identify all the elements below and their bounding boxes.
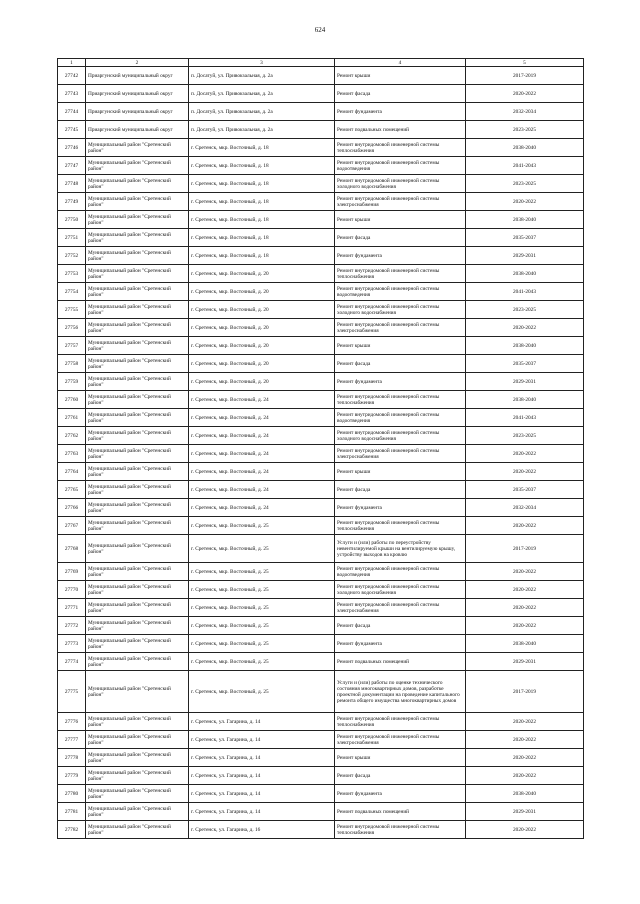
row-number-cell: 27742 bbox=[58, 67, 86, 85]
work-type-cell: Ремонт внутридомовой инженерной системы теплоснабжения bbox=[335, 517, 466, 535]
work-type-cell: Ремонт внутридомовой инженерной системы холодного водоснабжения bbox=[335, 175, 466, 193]
work-type-cell: Ремонт крыши bbox=[335, 337, 466, 355]
work-type-cell: Ремонт внутридомовой инженерной системы холодного водоснабжения bbox=[335, 427, 466, 445]
row-number-cell: 27756 bbox=[58, 319, 86, 337]
table-row bbox=[58, 373, 584, 391]
row-number-cell: 27746 bbox=[58, 139, 86, 157]
address-cell: г. Сретенск, ул. Гагарина, д. 14 bbox=[189, 731, 335, 749]
column-number-row bbox=[58, 59, 584, 67]
period-cell: 2020-2022 bbox=[466, 731, 584, 749]
work-type-cell: Ремонт внутридомовой инженерной системы водоотведения bbox=[335, 283, 466, 301]
municipality-cell: Муниципальный район "Сретенский район" bbox=[86, 481, 189, 499]
table-row bbox=[58, 67, 584, 85]
row-number-cell: 27747 bbox=[58, 157, 86, 175]
address-cell: г. Сретенск, ул. Гагарина, д. 14 bbox=[189, 749, 335, 767]
table-row bbox=[58, 211, 584, 229]
work-type-cell: Ремонт внутридомовой инженерной системы электроснабжения bbox=[335, 731, 466, 749]
table-row bbox=[58, 157, 584, 175]
municipality-cell: Приаргунский муниципальный округ bbox=[86, 67, 189, 85]
table-row bbox=[58, 175, 584, 193]
work-type-cell: Ремонт подвальных помещений bbox=[335, 803, 466, 821]
row-number-cell: 27771 bbox=[58, 599, 86, 617]
address-cell: г. Сретенск, мкр. Восточный, д. 24 bbox=[189, 391, 335, 409]
period-cell: 2020-2022 bbox=[466, 85, 584, 103]
row-number-cell: 27743 bbox=[58, 85, 86, 103]
period-cell: 2017-2019 bbox=[466, 671, 584, 713]
period-cell: 2032-2034 bbox=[466, 499, 584, 517]
table-body bbox=[58, 67, 584, 839]
municipality-cell: Муниципальный район "Сретенский район" bbox=[86, 229, 189, 247]
municipality-cell: Муниципальный район "Сретенский район" bbox=[86, 427, 189, 445]
row-number-cell: 27749 bbox=[58, 193, 86, 211]
work-type-cell: Ремонт фасада bbox=[335, 229, 466, 247]
column-number: 4 bbox=[335, 59, 466, 67]
period-cell: 2038-2040 bbox=[466, 265, 584, 283]
municipality-cell: Муниципальный район "Сретенский район" bbox=[86, 713, 189, 731]
row-number-cell: 27781 bbox=[58, 803, 86, 821]
address-cell: г. Сретенск, мкр. Восточный, д. 20 bbox=[189, 265, 335, 283]
period-cell: 2020-2022 bbox=[466, 463, 584, 481]
row-number-cell: 27782 bbox=[58, 821, 86, 839]
row-number-cell: 27751 bbox=[58, 229, 86, 247]
work-type-cell: Ремонт фасада bbox=[335, 617, 466, 635]
address-cell: г. Сретенск, мкр. Восточный, д. 25 bbox=[189, 653, 335, 671]
work-type-cell: Ремонт внутридомовой инженерной системы водоотведения bbox=[335, 157, 466, 175]
municipality-cell: Муниципальный район "Сретенский район" bbox=[86, 319, 189, 337]
table-row bbox=[58, 301, 584, 319]
row-number-cell: 27753 bbox=[58, 265, 86, 283]
municipality-cell: Муниципальный район "Сретенский район" bbox=[86, 499, 189, 517]
address-cell: г. Сретенск, мкр. Восточный, д. 25 bbox=[189, 563, 335, 581]
address-cell: г. Сретенск, мкр. Восточный, д. 24 bbox=[189, 499, 335, 517]
row-number-cell: 27744 bbox=[58, 103, 86, 121]
row-number-cell: 27761 bbox=[58, 409, 86, 427]
row-number-cell: 27775 bbox=[58, 671, 86, 713]
address-cell: п. Досатуй, ул. Привокзальная, д. 2а bbox=[189, 67, 335, 85]
table-row bbox=[58, 85, 584, 103]
address-cell: г. Сретенск, мкр. Восточный, д. 25 bbox=[189, 617, 335, 635]
municipality-cell: Муниципальный район "Сретенский район" bbox=[86, 767, 189, 785]
table-row bbox=[58, 731, 584, 749]
period-cell: 2023-2025 bbox=[466, 121, 584, 139]
address-cell: п. Досатуй, ул. Привокзальная, д. 2а bbox=[189, 85, 335, 103]
table-row bbox=[58, 599, 584, 617]
row-number-cell: 27745 bbox=[58, 121, 86, 139]
column-number: 3 bbox=[189, 59, 335, 67]
municipality-cell: Муниципальный район "Сретенский район" bbox=[86, 803, 189, 821]
address-cell: г. Сретенск, ул. Гагарина, д. 14 bbox=[189, 767, 335, 785]
work-type-cell: Ремонт внутридомовой инженерной системы теплоснабжения bbox=[335, 713, 466, 731]
address-cell: г. Сретенск, мкр. Восточный, д. 18 bbox=[189, 193, 335, 211]
period-cell: 2041-2043 bbox=[466, 409, 584, 427]
period-cell: 2029-2031 bbox=[466, 247, 584, 265]
period-cell: 2041-2043 bbox=[466, 283, 584, 301]
municipality-cell: Муниципальный район "Сретенский район" bbox=[86, 749, 189, 767]
address-cell: г. Сретенск, мкр. Восточный, д. 20 bbox=[189, 337, 335, 355]
municipality-cell: Муниципальный район "Сретенский район" bbox=[86, 671, 189, 713]
period-cell: 2038-2040 bbox=[466, 785, 584, 803]
address-cell: г. Сретенск, мкр. Восточный, д. 24 bbox=[189, 427, 335, 445]
municipality-cell: Муниципальный район "Сретенский район" bbox=[86, 617, 189, 635]
address-cell: г. Сретенск, мкр. Восточный, д. 18 bbox=[189, 247, 335, 265]
period-cell: 2020-2022 bbox=[466, 563, 584, 581]
work-type-cell: Ремонт внутридомовой инженерной системы теплоснабжения bbox=[335, 821, 466, 839]
address-cell: г. Сретенск, мкр. Восточный, д. 18 bbox=[189, 175, 335, 193]
table-header bbox=[58, 59, 584, 67]
municipality-cell: Муниципальный район "Сретенский район" bbox=[86, 445, 189, 463]
municipality-cell: Муниципальный район "Сретенский район" bbox=[86, 581, 189, 599]
municipality-cell: Приаргунский муниципальный округ bbox=[86, 103, 189, 121]
municipality-cell: Муниципальный район "Сретенский район" bbox=[86, 211, 189, 229]
municipality-cell: Муниципальный район "Сретенский район" bbox=[86, 355, 189, 373]
column-number: 1 bbox=[58, 59, 86, 67]
table-row bbox=[58, 653, 584, 671]
table-row bbox=[58, 499, 584, 517]
period-cell: 2020-2022 bbox=[466, 599, 584, 617]
municipality-cell: Муниципальный район "Сретенский район" bbox=[86, 535, 189, 563]
row-number-cell: 27750 bbox=[58, 211, 86, 229]
column-number: 5 bbox=[466, 59, 584, 67]
row-number-cell: 27768 bbox=[58, 535, 86, 563]
table-row bbox=[58, 427, 584, 445]
municipality-cell: Муниципальный район "Сретенский район" bbox=[86, 157, 189, 175]
table-row bbox=[58, 193, 584, 211]
work-type-cell: Ремонт внутридомовой инженерной системы электроснабжения bbox=[335, 445, 466, 463]
work-type-cell: Ремонт внутридомовой инженерной системы холодного водоснабжения bbox=[335, 581, 466, 599]
period-cell: 2020-2022 bbox=[466, 517, 584, 535]
row-number-cell: 27763 bbox=[58, 445, 86, 463]
period-cell: 2029-2031 bbox=[466, 803, 584, 821]
work-type-cell: Ремонт фасада bbox=[335, 85, 466, 103]
address-cell: г. Сретенск, ул. Гагарина, д. 14 bbox=[189, 713, 335, 731]
address-cell: г. Сретенск, мкр. Восточный, д. 25 bbox=[189, 635, 335, 653]
table-row bbox=[58, 139, 584, 157]
page-number: 624 bbox=[314, 26, 326, 34]
address-cell: г. Сретенск, мкр. Восточный, д. 18 bbox=[189, 139, 335, 157]
period-cell: 2020-2022 bbox=[466, 749, 584, 767]
table-row bbox=[58, 355, 584, 373]
table-row bbox=[58, 337, 584, 355]
work-type-cell: Ремонт внутридомовой инженерной системы электроснабжения bbox=[335, 193, 466, 211]
period-cell: 2020-2022 bbox=[466, 445, 584, 463]
period-cell: 2020-2022 bbox=[466, 767, 584, 785]
period-cell: 2029-2031 bbox=[466, 653, 584, 671]
work-type-cell: Ремонт фундамента bbox=[335, 635, 466, 653]
address-cell: г. Сретенск, мкр. Восточный, д. 20 bbox=[189, 283, 335, 301]
period-cell: 2017-2019 bbox=[466, 535, 584, 563]
row-number-cell: 27780 bbox=[58, 785, 86, 803]
table-row bbox=[58, 563, 584, 581]
period-cell: 2023-2025 bbox=[466, 301, 584, 319]
period-cell: 2020-2022 bbox=[466, 713, 584, 731]
row-number-cell: 27752 bbox=[58, 247, 86, 265]
table-row bbox=[58, 803, 584, 821]
table-row bbox=[58, 749, 584, 767]
address-cell: г. Сретенск, мкр. Восточный, д. 24 bbox=[189, 481, 335, 499]
period-cell: 2035-2037 bbox=[466, 355, 584, 373]
table-row bbox=[58, 265, 584, 283]
municipality-cell: Муниципальный район "Сретенский район" bbox=[86, 175, 189, 193]
period-cell: 2020-2022 bbox=[466, 193, 584, 211]
address-cell: п. Досатуй, ул. Привокзальная, д. 2а bbox=[189, 103, 335, 121]
row-number-cell: 27757 bbox=[58, 337, 86, 355]
address-cell: г. Сретенск, ул. Гагарина, д. 14 bbox=[189, 803, 335, 821]
work-type-cell: Ремонт внутридомовой инженерной системы водоотведения bbox=[335, 563, 466, 581]
period-cell: 2038-2040 bbox=[466, 337, 584, 355]
work-type-cell: Ремонт фундамента bbox=[335, 247, 466, 265]
municipality-cell: Муниципальный район "Сретенский район" bbox=[86, 635, 189, 653]
work-type-cell: Ремонт фундамента bbox=[335, 785, 466, 803]
address-cell: г. Сретенск, мкр. Восточный, д. 24 bbox=[189, 463, 335, 481]
work-type-cell: Ремонт внутридомовой инженерной системы теплоснабжения bbox=[335, 265, 466, 283]
capital-repair-table bbox=[57, 58, 584, 839]
municipality-cell: Муниципальный район "Сретенский район" bbox=[86, 391, 189, 409]
row-number-cell: 27764 bbox=[58, 463, 86, 481]
municipality-cell: Муниципальный район "Сретенский район" bbox=[86, 247, 189, 265]
table-row bbox=[58, 617, 584, 635]
work-type-cell: Ремонт крыши bbox=[335, 67, 466, 85]
work-type-cell: Ремонт крыши bbox=[335, 749, 466, 767]
municipality-cell: Муниципальный район "Сретенский район" bbox=[86, 653, 189, 671]
municipality-cell: Муниципальный район "Сретенский район" bbox=[86, 785, 189, 803]
period-cell: 2023-2025 bbox=[466, 175, 584, 193]
municipality-cell: Муниципальный район "Сретенский район" bbox=[86, 283, 189, 301]
row-number-cell: 27777 bbox=[58, 731, 86, 749]
table-row bbox=[58, 121, 584, 139]
table-row bbox=[58, 535, 584, 563]
municipality-cell: Приаргунский муниципальный округ bbox=[86, 121, 189, 139]
row-number-cell: 27759 bbox=[58, 373, 86, 391]
address-cell: г. Сретенск, мкр. Восточный, д. 18 bbox=[189, 211, 335, 229]
period-cell: 2029-2031 bbox=[466, 373, 584, 391]
table-row bbox=[58, 713, 584, 731]
work-type-cell: Ремонт внутридомовой инженерной системы теплоснабжения bbox=[335, 391, 466, 409]
municipality-cell: Муниципальный район "Сретенский район" bbox=[86, 301, 189, 319]
work-type-cell: Ремонт подвальных помещений bbox=[335, 121, 466, 139]
table-row bbox=[58, 247, 584, 265]
row-number-cell: 27770 bbox=[58, 581, 86, 599]
work-type-cell: Ремонт крыши bbox=[335, 211, 466, 229]
table-row bbox=[58, 785, 584, 803]
table-row bbox=[58, 821, 584, 839]
period-cell: 2023-2025 bbox=[466, 427, 584, 445]
table-row bbox=[58, 635, 584, 653]
address-cell: г. Сретенск, мкр. Восточный, д. 20 bbox=[189, 319, 335, 337]
municipality-cell: Муниципальный район "Сретенский район" bbox=[86, 563, 189, 581]
work-type-cell: Ремонт внутридомовой инженерной системы холодного водоснабжения bbox=[335, 301, 466, 319]
municipality-cell: Муниципальный район "Сретенский район" bbox=[86, 373, 189, 391]
work-type-cell: Ремонт фундамента bbox=[335, 373, 466, 391]
period-cell: 2041-2043 bbox=[466, 157, 584, 175]
address-cell: г. Сретенск, мкр. Восточный, д. 25 bbox=[189, 671, 335, 713]
period-cell: 2017-2019 bbox=[466, 67, 584, 85]
address-cell: г. Сретенск, мкр. Восточный, д. 25 bbox=[189, 581, 335, 599]
work-type-cell: Ремонт фундамента bbox=[335, 499, 466, 517]
period-cell: 2032-2034 bbox=[466, 103, 584, 121]
work-type-cell: Услуги и (или) работы по оценке технического состояния многоквартирных домов, разработке проектной документации на проведение капитального ремонта общего имущества многоквартирных домов bbox=[335, 671, 466, 713]
row-number-cell: 27758 bbox=[58, 355, 86, 373]
work-type-cell: Ремонт внутридомовой инженерной системы электроснабжения bbox=[335, 319, 466, 337]
municipality-cell: Муниципальный район "Сретенский район" bbox=[86, 463, 189, 481]
work-type-cell: Ремонт фасада bbox=[335, 481, 466, 499]
address-cell: г. Сретенск, мкр. Восточный, д. 18 bbox=[189, 157, 335, 175]
address-cell: г. Сретенск, мкр. Восточный, д. 24 bbox=[189, 445, 335, 463]
row-number-cell: 27769 bbox=[58, 563, 86, 581]
municipality-cell: Муниципальный район "Сретенский район" bbox=[86, 821, 189, 839]
table-row bbox=[58, 481, 584, 499]
municipality-cell: Муниципальный район "Сретенский район" bbox=[86, 517, 189, 535]
period-cell: 2020-2022 bbox=[466, 617, 584, 635]
row-number-cell: 27779 bbox=[58, 767, 86, 785]
row-number-cell: 27767 bbox=[58, 517, 86, 535]
work-type-cell: Ремонт фундамента bbox=[335, 103, 466, 121]
period-cell: 2020-2022 bbox=[466, 319, 584, 337]
municipality-cell: Муниципальный район "Сретенский район" bbox=[86, 139, 189, 157]
period-cell: 2038-2040 bbox=[466, 139, 584, 157]
table-row bbox=[58, 229, 584, 247]
table-row bbox=[58, 319, 584, 337]
municipality-cell: Приаргунский муниципальный округ bbox=[86, 85, 189, 103]
row-number-cell: 27755 bbox=[58, 301, 86, 319]
period-cell: 2035-2037 bbox=[466, 229, 584, 247]
row-number-cell: 27772 bbox=[58, 617, 86, 635]
work-type-cell: Ремонт крыши bbox=[335, 463, 466, 481]
row-number-cell: 27773 bbox=[58, 635, 86, 653]
address-cell: п. Досатуй, ул. Привокзальная, д. 2а bbox=[189, 121, 335, 139]
table-row bbox=[58, 517, 584, 535]
row-number-cell: 27760 bbox=[58, 391, 86, 409]
period-cell: 2020-2022 bbox=[466, 581, 584, 599]
period-cell: 2038-2040 bbox=[466, 635, 584, 653]
address-cell: г. Сретенск, мкр. Восточный, д. 18 bbox=[189, 229, 335, 247]
row-number-cell: 27754 bbox=[58, 283, 86, 301]
period-cell: 2020-2022 bbox=[466, 821, 584, 839]
table-row bbox=[58, 103, 584, 121]
row-number-cell: 27776 bbox=[58, 713, 86, 731]
address-cell: г. Сретенск, мкр. Восточный, д. 24 bbox=[189, 409, 335, 427]
row-number-cell: 27765 bbox=[58, 481, 86, 499]
municipality-cell: Муниципальный район "Сретенский район" bbox=[86, 599, 189, 617]
period-cell: 2035-2037 bbox=[466, 481, 584, 499]
work-type-cell: Ремонт фасада bbox=[335, 355, 466, 373]
address-cell: г. Сретенск, мкр. Восточный, д. 20 bbox=[189, 355, 335, 373]
row-number-cell: 27774 bbox=[58, 653, 86, 671]
row-number-cell: 27766 bbox=[58, 499, 86, 517]
table-row bbox=[58, 391, 584, 409]
municipality-cell: Муниципальный район "Сретенский район" bbox=[86, 731, 189, 749]
address-cell: г. Сретенск, ул. Гагарина, д. 14 bbox=[189, 785, 335, 803]
row-number-cell: 27748 bbox=[58, 175, 86, 193]
municipality-cell: Муниципальный район "Сретенский район" bbox=[86, 409, 189, 427]
table-row bbox=[58, 767, 584, 785]
column-number: 2 bbox=[86, 59, 189, 67]
table-row bbox=[58, 409, 584, 427]
address-cell: г. Сретенск, мкр. Восточный, д. 20 bbox=[189, 373, 335, 391]
address-cell: г. Сретенск, мкр. Восточный, д. 25 bbox=[189, 517, 335, 535]
work-type-cell: Ремонт внутридомовой инженерной системы электроснабжения bbox=[335, 599, 466, 617]
address-cell: г. Сретенск, мкр. Восточный, д. 25 bbox=[189, 599, 335, 617]
work-type-cell: Ремонт внутридомовой инженерной системы водоотведения bbox=[335, 409, 466, 427]
table-row bbox=[58, 445, 584, 463]
address-cell: г. Сретенск, ул. Гагарина, д. 16 bbox=[189, 821, 335, 839]
table-row bbox=[58, 581, 584, 599]
table-row bbox=[58, 463, 584, 481]
municipality-cell: Муниципальный район "Сретенский район" bbox=[86, 337, 189, 355]
address-cell: г. Сретенск, мкр. Восточный, д. 20 bbox=[189, 301, 335, 319]
work-type-cell: Ремонт подвальных помещений bbox=[335, 653, 466, 671]
municipality-cell: Муниципальный район "Сретенский район" bbox=[86, 265, 189, 283]
address-cell: г. Сретенск, мкр. Восточный, д. 25 bbox=[189, 535, 335, 563]
work-type-cell: Ремонт фасада bbox=[335, 767, 466, 785]
row-number-cell: 27762 bbox=[58, 427, 86, 445]
table-row bbox=[58, 671, 584, 713]
period-cell: 2038-2040 bbox=[466, 211, 584, 229]
work-type-cell: Услуги и (или) работы по переустройству невентилируемой крыши на вентилируемую крышу, устройству выходов на кровлю bbox=[335, 535, 466, 563]
work-type-cell: Ремонт внутридомовой инженерной системы теплоснабжения bbox=[335, 139, 466, 157]
table-row bbox=[58, 283, 584, 301]
period-cell: 2038-2040 bbox=[466, 391, 584, 409]
row-number-cell: 27778 bbox=[58, 749, 86, 767]
municipality-cell: Муниципальный район "Сретенский район" bbox=[86, 193, 189, 211]
